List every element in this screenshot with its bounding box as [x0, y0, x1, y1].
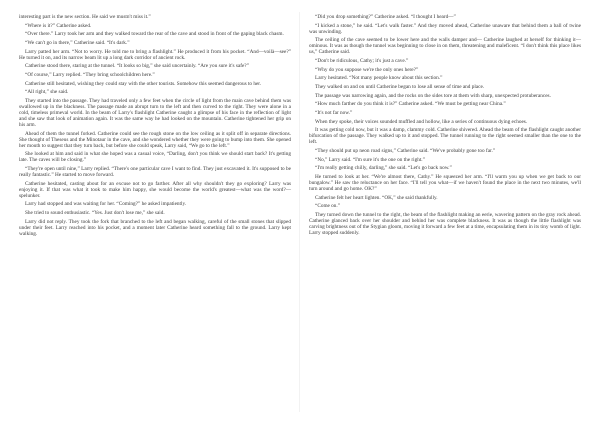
paragraph: They turned down the tunnel to the right, the beam of the flashlight making an eerie, wavering pattern on the gray rock ahead. Catherine glanced back over her shoulder and behind her was complete blackness. It was as though the little flashlight was carving brightness out of the Stygian gloom, moving it forward a few feet at a time, encapsulating them in its tiny womb of light. Larry stopped suddenly. — [309, 211, 581, 236]
paragraph: Larry had stopped and was waiting for her. “Coming?” he asked impatiently. — [25, 201, 187, 208]
paragraph: The passage was narrowing again, and the rocks on the sides tore at them with sharp, unexpected protuberances. — [315, 92, 551, 99]
paragraph: “Why do you suppose we're the only ones here?” — [315, 66, 419, 73]
column-gutter — [299, 12, 300, 412]
right-text-column — [309, 14, 581, 239]
paragraph: “Did you drop something?” Catherine asked. “I thought I heard—” — [315, 14, 456, 20]
paragraph: The ceiling of the cave seemed to be lower here and the walls damper and— Catherine laughed at herself for thinking it—ominous. It was as though the tunnel was beginning to close in on them, threatening and maleficent. “I don't think this place likes us,” Catherine said. — [309, 37, 581, 56]
paragraph: “Where is it?” Catherine asked. — [25, 22, 92, 29]
paragraph: It was getting cold now, but it was a damp, clammy cold. Catherine shivered. Ahead the beam of the flashlight caught another bifurcation of the passage. They walked up to it and stopped. The tunnel running to the right seemed smaller than the one to the left. — [309, 127, 581, 146]
paragraph: Catherine still hesitated, wishing they could stay with the other tourists. Somehow this seemed dangerous to her. — [25, 80, 262, 87]
paragraph: “Come on.” — [315, 203, 341, 210]
paragraph: “No,” Larry said. “I'm sure it's the one on the right.” — [315, 156, 425, 163]
left-text-column — [19, 14, 291, 240]
paragraph: She looked at him and said in what she hoped was a casual voice, “Darling, don't you think we should start back? It's getting late. The caves will be closing.” — [19, 151, 291, 164]
paragraph: Catherine hesitated, casting about for an excuse not to go farther. After all why shouldn't they go exploring? Larry was enjoying it. If that was what it took to make him happy, she would become the world's greatest—what was the word?—spelunker. — [19, 180, 291, 199]
paragraph: “It's not far now.” — [315, 109, 353, 116]
paragraph: “I'm really getting chilly, darling,” she said. “Let's go back now.” — [315, 165, 452, 172]
paragraph: “Over there.” Larry took her arm and they walked toward the rear of the cave and stood in front of the gaping black chasm. — [25, 31, 284, 38]
paragraph: Catherine felt her heart lighten. “OK,” she said thankfully. — [315, 194, 438, 201]
paragraph: Catherine stood there, staring at the tunnel. “It looks so big,” she said uncertainly. “Are you sure it's safe?” — [25, 63, 249, 70]
paragraph: When they spoke, their voices sounded muffled and hollow, like a series of continuous dying echoes. — [315, 118, 528, 125]
paragraph: interesting part is the new section. He said we mustn't miss it.” — [19, 14, 151, 20]
paragraph: Larry patted her arm. “Not to worry. He told me to bring a flashlight.” He produced it from his pocket. “And—voilà—see?” He turned it on, and its narrow beam lit up a long dark corridor of ancient rock. — [19, 48, 291, 61]
paragraph: Ahead of them the tunnel forked. Catherine could see the rough stone on the low ceiling as it split off in separate directions. She thought of Theseus and the Minotaur in the cave, and she wondered whether they were going to bump into them. She opened her mouth to suggest that they turn back, but before she could speak, Larry said, “We go to the left.” — [19, 130, 291, 149]
paragraph: Larry did not reply. They took the fork that branched to the left and began walking, careful of the small stones that slipped under their feet. Larry reached into his pocket, and a moment later Catherine heard something fall to the ground. Larry kept walking. — [19, 218, 291, 237]
paragraph: “Don't be ridiculous, Cathy; it's just a cave.” — [315, 58, 409, 65]
paragraph: They started into the passage. They had traveled only a few feet when the circle of light from the main cave behind them was swallowed up in the blackness. The passage made an abrupt turn to the left and then curved to the right. They were alone in a cold, timeless primeval world. In the beam of Larry's flashlight Catherine caught a glimpse of his face in the reflection of light and she saw that look of animation again. It was the same way he had looked on the mountain. Catherine tightened her grip on his arm. — [19, 97, 291, 128]
paragraph: “We can't go in there,” Catherine said. “It's dark.” — [25, 39, 130, 46]
paragraph: She tried to sound enthusiastic. “Yes. Just don't lose me,” she said. — [25, 210, 165, 217]
paragraph: They walked on and on until Catherine began to lose all sense of time and place. — [315, 83, 485, 90]
paragraph: Larry hesitated. “Not many people know about this section.” — [315, 75, 443, 82]
paragraph: “Of course,” Larry replied. “They bring schoolchildren here.” — [25, 71, 155, 78]
paragraph: “All right,” she said. — [25, 89, 69, 96]
paragraph: “They're open until nine,” Larry replied. “There's one particular cave I want to find. They just excavated it. It's supposed to be really fantastic.” He started to move forward. — [19, 166, 291, 179]
paragraph: “They should put up neon road signs,” Catherine said. “We've probably gone too far.” — [315, 147, 496, 154]
paragraph: “How much farther do you think it is?” Catherine asked. “We must be getting near China.” — [315, 101, 506, 108]
paragraph: “I kicked a stone,” he said. “Let's walk faster.” And they moved ahead, Catherine unaware that behind them a ball of twine was unwinding. — [309, 22, 581, 35]
paragraph: He turned to look at her. “We're almost there, Cathy.” He squeezed her arm. “I'll warm you up when we get back to our bungalow.” He saw the reluctance on her face. “I'll tell you what—if we haven't found the place in the next two minutes, we'll turn around and go home. OK?” — [309, 173, 581, 192]
